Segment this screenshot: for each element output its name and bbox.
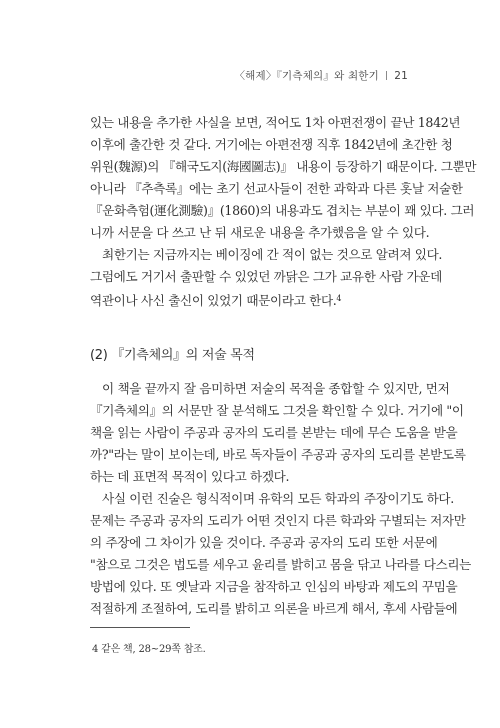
text-line: 적절하게 조절하여, 도리를 밝히고 의론을 바르게 해서, 후세 사람들에	[90, 601, 458, 616]
body-text-top	[90, 112, 477, 312]
text-line: 『운화측험(運化測驗)』(1860)의 내용과도 겹치는 부분이 꽤 있다. 그러	[90, 203, 475, 218]
text-line: 까?"라는 말이 보이는데, 바로 독자들이 주공과 공자의 도리를 본받도록	[90, 447, 466, 462]
text-line: 최한기는 지금까지는 베이징에 간 적이 없는 것으로 알려져 있다.	[102, 247, 443, 262]
section-heading: (2) 『기측체의』의 저술 목적	[90, 348, 255, 363]
text-line: 하는 데 표면적 목적이 있다고 하겠다.	[90, 469, 290, 484]
text-line-with-footnote	[90, 288, 412, 312]
text-line: 위원(魏源)의 『해국도지(海國圖志)』 내용이 등장하기 때문이다. 그뿐만	[90, 159, 477, 174]
running-title: 〈해제〉『기측체의』와 최한기	[234, 70, 379, 82]
text-line: 이후에 출간한 것 같다. 거기에는 아편전쟁 직후 1842년에 초간한 청	[90, 137, 453, 152]
text-line: 의 주장에 그 차이가 있을 것이다. 주공과 공자의 도리 또한 서문에	[90, 535, 438, 550]
text-line: 이 책을 끝까지 잘 음미하면 저술의 목적을 종합할 수 있지만, 먼저	[102, 381, 450, 396]
body-text-bottom	[90, 378, 471, 620]
text-line: 있는 내용을 추가한 사실을 보면, 적어도 1차 아편전쟁이 끝난 1842년	[90, 115, 461, 130]
running-head	[234, 68, 408, 83]
text-line: 니까 서문을 다 쓰고 난 뒤 새로운 내용을 추가했음을 알 수 있다.	[90, 225, 430, 240]
text-line: 역관이나 사신 출신이 있었기 때문이라고 한다.	[90, 293, 337, 308]
text-line: 사실 이런 진술은 형식적이며 유학의 모든 학과의 주장이기도 하다.	[102, 491, 454, 506]
text-line: 『기측체의』의 서문만 잘 분석해도 그것을 확인할 수 있다. 거기에 "이	[90, 403, 464, 418]
footnote-divider	[90, 627, 190, 628]
page-number: 21	[394, 69, 408, 82]
text-line: 그럼에도 거기서 출판할 수 있었던 까닭은 그가 교유한 사람 가운데	[90, 269, 442, 284]
text-line: 문제는 주공과 공자의 도리가 어떤 것인지 다른 학과와 구별되는 저자만	[90, 513, 466, 528]
text-line: 아니라 『추측록』에는 초기 선교사들이 전한 과학과 다른 홋날 저술한	[90, 181, 463, 196]
text-line: 방법에 있다. 또 옛날과 지금을 참작하고 인심의 바탕과 제도의 꾸밈을	[90, 579, 458, 594]
footnote: 4 같은 책, 28~29쪽 참조.	[92, 644, 206, 655]
text-line: 책을 읽는 사람이 주공과 공자의 도리를 본받는 데에 무슨 도움을 받을	[90, 425, 458, 440]
text-line: "참으로 그것은 법도를 세우고 윤리를 밝히고 몸을 닦고 나라를 다스리는	[90, 557, 471, 572]
running-head-separator: |	[385, 70, 389, 81]
footnote-reference: 4	[336, 294, 342, 303]
